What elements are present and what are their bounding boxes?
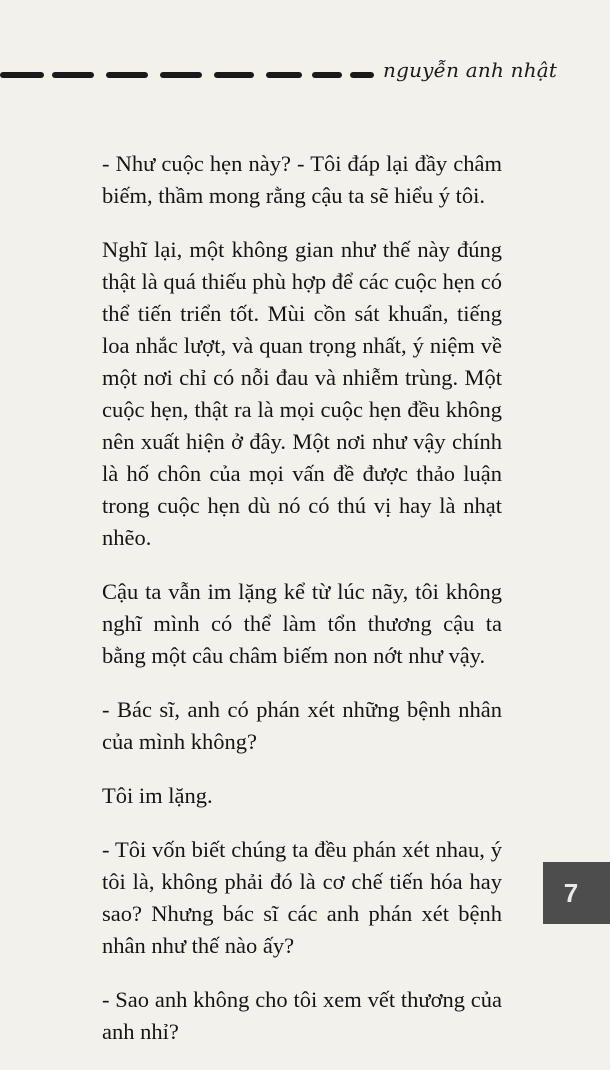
header-dash bbox=[52, 72, 94, 78]
header-dash bbox=[312, 72, 342, 78]
paragraph: Tôi im lặng. bbox=[102, 783, 213, 808]
header-dash bbox=[0, 72, 44, 78]
header-dash bbox=[266, 72, 302, 78]
header-dashed-rule bbox=[0, 72, 380, 80]
header-dash bbox=[350, 72, 374, 78]
header-dash bbox=[106, 72, 148, 78]
body-text bbox=[102, 148, 502, 1070]
paragraph: - Bác sĩ, anh có phán xét những bệnh nhân của mình không? bbox=[102, 697, 502, 754]
paragraph: - Tôi vốn biết chúng ta đều phán xét nhau, ý tôi là, không phải đó là cơ chế tiến hóa hay sao? Nhưng bác sĩ các anh phán xét bệnh nhân như thế nào ấy? bbox=[102, 837, 502, 958]
header-dash bbox=[214, 72, 254, 78]
running-head-author: nguyễn anh nhật bbox=[383, 58, 558, 82]
paragraph: - Như cuộc hẹn này? - Tôi đáp lại đầy châm biếm, thầm mong rằng cậu ta sẽ hiểu ý tôi. bbox=[102, 151, 502, 208]
page-number-tab bbox=[543, 862, 610, 924]
page-number: 7 bbox=[563, 878, 579, 908]
paragraph: - Sao anh không cho tôi xem vết thương của anh nhỉ? bbox=[102, 987, 502, 1044]
paragraph: Nghĩ lại, một không gian như thế này đúng thật là quá thiếu phù hợp để các cuộc hẹn có thể tiến triển tốt. Mùi cồn sát khuẩn, tiếng loa nhắc lượt, và quan trọng nhất, ý niệm về một nơi chỉ có nỗi đau và nhiễm trùng. Một cuộc hẹn, thật ra là mọi cuộc hẹn đều không nên xuất hiện ở đây. Một nơi như vậy chính là hố chôn của mọi vấn đề được thảo luận trong cuộc hẹn dù nó có thú vị hay là nhạt nhẽo. bbox=[102, 237, 502, 550]
paragraph: Cậu ta vẫn im lặng kể từ lúc nãy, tôi không nghĩ mình có thể làm tổn thương cậu ta bằng một câu châm biếm non nớt như vậy. bbox=[102, 579, 502, 668]
header-dash bbox=[160, 72, 202, 78]
